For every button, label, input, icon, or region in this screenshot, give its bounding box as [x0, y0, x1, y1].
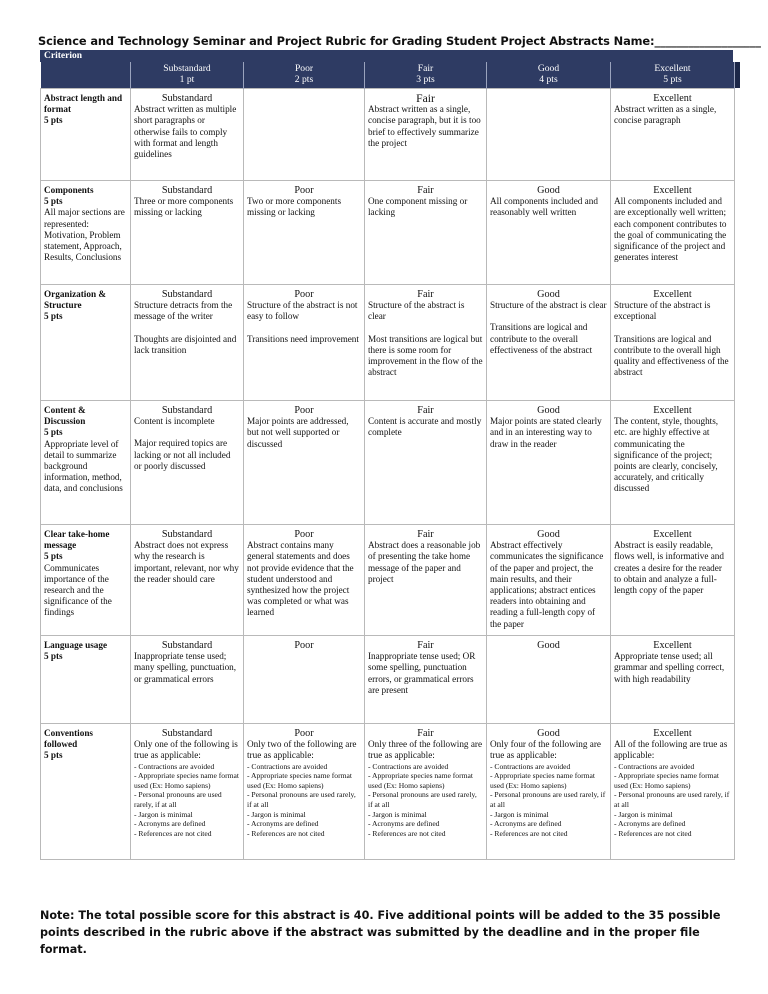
- rubric-cell: [487, 636, 611, 724]
- level-points: 5 pts: [663, 74, 682, 85]
- convention-item: - Personal pronouns are used rarely, if at all: [614, 790, 730, 809]
- convention-item: - Jargon is minimal: [247, 809, 306, 819]
- conventions-list: [614, 762, 731, 839]
- rubric-row: [41, 89, 735, 181]
- cell-text: Abstract written as multiple short paragraphs or otherwise fails to comply with format and length guidelines: [134, 104, 237, 160]
- rubric-cell: [487, 724, 611, 860]
- cell-text: Transitions need improvement: [247, 333, 359, 344]
- rubric-cell: [611, 285, 735, 401]
- convention-item: - Acronyms are defined: [368, 819, 440, 829]
- cell-text: All components included and reasonably well written: [490, 196, 598, 218]
- rubric-cell: [131, 181, 244, 285]
- rubric-cell: [131, 636, 244, 724]
- cell-text: Appropriate tense used; all grammar and spelling correct, with high readability: [614, 651, 725, 684]
- cell-text: The content, style, thoughts, etc. are highly effective at communicating the significance of the project; points are clearly, concisely, accurately, and critically discussed: [614, 416, 719, 494]
- rubric-cell: [611, 401, 735, 525]
- convention-item: - References are not cited: [490, 828, 568, 838]
- criterion-description: Appropriate level of detail to summarize background information, method, data, and conclusions: [44, 438, 123, 494]
- level-header: [244, 62, 365, 89]
- rubric-cell: [365, 401, 487, 525]
- cell-level-label: Good: [537, 405, 560, 416]
- cell-text: Transitions are logical and contribute to the overall effectiveness of the abstract: [490, 322, 593, 355]
- cell-text: Only two of the following are true as applicable:: [247, 739, 357, 761]
- convention-item: - Appropriate species name format used (Ex: Homo sapiens): [247, 771, 353, 790]
- criterion-name: Conventions followed: [44, 728, 94, 750]
- cell-level-label: Poor: [294, 529, 314, 540]
- rubric-cell: [131, 401, 244, 525]
- rubric-cell: [611, 525, 735, 636]
- rubric-row: [41, 181, 735, 285]
- conventions-list: [368, 762, 483, 839]
- rubric-cell: [244, 89, 365, 181]
- cell-level-label: Fair: [417, 289, 434, 300]
- cell-text: Only four of the following are true as applicable:: [490, 739, 601, 761]
- criterion-cell: [41, 636, 131, 724]
- criterion-cell: [41, 181, 131, 285]
- rubric-row: [41, 636, 735, 724]
- cell-level-label: Substandard: [161, 93, 213, 104]
- cell-level-label: Excellent: [653, 185, 692, 196]
- rubric-cell: [487, 401, 611, 525]
- cell-level-label: Poor: [294, 405, 314, 416]
- rubric-cell: [365, 181, 487, 285]
- criterion-description: All major sections are represented: Motivation, Problem statement, Approach, Results, Conclusions: [44, 207, 125, 263]
- rubric-cell: [611, 89, 735, 181]
- rubric-row: [41, 285, 735, 401]
- paragraph-gap: [247, 323, 361, 334]
- criterion-name: Abstract length and format: [44, 93, 123, 115]
- rubric-cell: [131, 724, 244, 860]
- level-header: [611, 62, 735, 89]
- cell-level-label: Excellent: [653, 93, 692, 104]
- level-header-row: [41, 62, 735, 89]
- cell-level-label: Good: [537, 529, 560, 540]
- cell-level-label: Substandard: [161, 289, 213, 300]
- convention-item: - References are not cited: [134, 828, 212, 838]
- convention-item: - Appropriate species name format used (Ex: Homo sapiens): [134, 771, 240, 790]
- cell-text: Thoughts are disjointed and lack transition: [134, 333, 237, 355]
- criterion-points: 5 pts: [44, 115, 63, 126]
- level-name: Good: [537, 63, 560, 74]
- criterion-column-header: [41, 62, 131, 89]
- rubric-cell: [611, 181, 735, 285]
- conventions-list: [490, 762, 607, 839]
- cell-level-label: Fair: [417, 405, 434, 416]
- rubric-cell: [365, 525, 487, 636]
- cell-text: Inappropriate tense used; OR some spelling, punctuation errors, or grammatical errors are present: [368, 651, 476, 695]
- cell-level-label: Excellent: [653, 289, 692, 300]
- cell-text: Most transitions are logical but there is some room for improvement in the flow of the abstract: [368, 333, 483, 378]
- level-header: [487, 62, 611, 89]
- criterion-points: 5 pts: [44, 651, 63, 662]
- rubric-cell: [487, 89, 611, 181]
- cell-text: Major required topics are lacking or not all included or poorly discussed: [134, 438, 231, 471]
- criterion-header: Criterion: [40, 50, 733, 62]
- rubric-cell: [611, 636, 735, 724]
- convention-item: - Acronyms are defined: [490, 819, 562, 829]
- convention-item: - Appropriate species name format used (Ex: Homo sapiens): [368, 771, 474, 790]
- rubric-cell: [365, 89, 487, 181]
- cell-text: Major points are addressed, but not well supported or discussed: [247, 416, 349, 449]
- level-header: [131, 62, 244, 89]
- level-points: 2 pts: [294, 74, 314, 85]
- level-points: 1 pt: [179, 74, 195, 85]
- conventions-list: [134, 762, 240, 839]
- convention-item: - Appropriate species name format used (Ex: Homo sapiens): [614, 771, 720, 790]
- document-title: Science and Technology Seminar and Project Rubric for Grading Student Project Abstracts Name:___________________: [38, 34, 761, 48]
- cell-text: Two or more components missing or lacking: [247, 196, 342, 218]
- cell-level-label: Poor: [294, 728, 314, 739]
- cell-text: Structure detracts from the message of the writer: [134, 300, 233, 322]
- paragraph-gap: [490, 311, 607, 322]
- cell-text: Only one of the following is true as applicable:: [134, 739, 238, 761]
- convention-item: - Jargon is minimal: [490, 809, 549, 819]
- criterion-points: 5 pts: [44, 750, 63, 761]
- rubric-body: [41, 89, 735, 860]
- criterion-name: Components: [44, 185, 94, 195]
- rubric-cell: [244, 525, 365, 636]
- cell-text: Only three of the following are true as applicable:: [368, 739, 483, 761]
- cell-level-label: Fair: [417, 529, 434, 540]
- criterion-points: 5 pts: [44, 196, 63, 207]
- criterion-name: Clear take-home message: [44, 529, 110, 551]
- level-points: 3 pts: [416, 74, 435, 85]
- criterion-cell: [41, 89, 131, 181]
- convention-item: - Jargon is minimal: [614, 809, 673, 819]
- convention-item: - Jargon is minimal: [134, 809, 193, 819]
- criterion-points: 5 pts: [44, 427, 63, 438]
- level-name: Fair: [417, 63, 434, 74]
- rubric-table: [40, 62, 735, 860]
- convention-item: - Contractions are avoided: [490, 761, 571, 771]
- paragraph-gap: [134, 427, 240, 438]
- convention-item: - References are not cited: [247, 828, 325, 838]
- cell-text: Structure of the abstract is exceptional: [614, 300, 711, 322]
- cell-level-label: Fair: [416, 92, 435, 105]
- level-name: Substandard: [163, 63, 211, 74]
- criterion-points: 5 pts: [44, 551, 63, 562]
- convention-item: - Personal pronouns are used rarely, if at all: [134, 790, 222, 809]
- paragraph-gap: [134, 323, 240, 334]
- convention-item: - Appropriate species name format used (Ex: Homo sapiens): [490, 771, 596, 790]
- rubric-cell: [365, 724, 487, 860]
- rubric-cell: [365, 285, 487, 401]
- cell-text: Major points are stated clearly and in an interesting way to draw in the reader: [490, 416, 602, 449]
- cell-level-label: Fair: [417, 728, 434, 739]
- rubric-row: [41, 724, 735, 860]
- cell-text: Abstract does not express why the research is important, relevant, nor why the reader should care: [134, 540, 239, 584]
- rubric-cell: [131, 525, 244, 636]
- rubric-cell: [131, 285, 244, 401]
- convention-item: - Acronyms are defined: [614, 819, 686, 829]
- rubric-cell: [487, 525, 611, 636]
- convention-item: - Personal pronouns are used rarely, if at all: [368, 790, 477, 809]
- cell-level-label: Excellent: [653, 728, 692, 739]
- cell-text: All of the following are true as applicable:: [614, 739, 728, 761]
- rubric-cell: [244, 724, 365, 860]
- criterion-cell: [41, 285, 131, 401]
- cell-text: Content is accurate and mostly complete: [368, 416, 482, 438]
- criterion-description: Communicates importance of the research and the significance of the findings: [44, 562, 112, 618]
- cell-text: Abstract is easily readable, flows well, is informative and creates a desire for the reader to obtain and analyze a full-length copy of the paper: [614, 540, 724, 596]
- cell-text: Transitions are logical and contribute to the overall high quality and effectiveness of the abstract: [614, 333, 729, 378]
- level-name: Excellent: [654, 63, 691, 74]
- cell-level-label: Good: [537, 728, 560, 739]
- cell-text: Content is incomplete: [134, 416, 215, 427]
- rubric-cell: [244, 636, 365, 724]
- rubric-cell: [487, 285, 611, 401]
- criterion-cell: [41, 401, 131, 525]
- criterion-cell: [41, 724, 131, 860]
- scoring-note: Note: The total possible score for this abstract is 40. Five additional points will be added to the 35 possible points described in the rubric above if the abstract was submitted by the deadline and in the proper file format.: [40, 909, 721, 956]
- cell-text: Structure of the abstract is clear: [368, 300, 465, 322]
- rubric-row: [41, 525, 735, 636]
- cell-level-label: Poor: [294, 289, 314, 300]
- convention-item: - Contractions are avoided: [134, 761, 215, 771]
- cell-text: All components included and are exceptionally well written; each component contributes to the goal of communicating the significance of the project and generates interest: [614, 196, 727, 263]
- criterion-cell: [41, 525, 131, 636]
- cell-level-label: Excellent: [653, 405, 692, 416]
- cell-level-label: Good: [537, 289, 560, 300]
- conventions-list: [247, 762, 361, 839]
- cell-level-label: Poor: [294, 185, 314, 196]
- convention-item: - Contractions are avoided: [368, 761, 449, 771]
- cell-level-label: Excellent: [653, 640, 692, 651]
- rubric-cell: [244, 285, 365, 401]
- level-header: [365, 62, 487, 89]
- rubric-cell: [244, 181, 365, 285]
- cell-level-label: Good: [537, 185, 560, 196]
- rubric-cell: [611, 724, 735, 860]
- cell-level-label: Fair: [417, 640, 434, 651]
- cell-level-label: Poor: [294, 640, 314, 651]
- cell-level-label: Substandard: [161, 529, 213, 540]
- cell-level-label: Excellent: [653, 529, 692, 540]
- rubric-cell: [131, 89, 244, 181]
- convention-item: - Jargon is minimal: [368, 809, 427, 819]
- cell-text: Abstract effectively communicates the significance of the paper and project, the main results, and their applications; abstract entices readers into obtaining and reading a full-length copy of the paper: [490, 540, 604, 629]
- convention-item: - Acronyms are defined: [134, 819, 206, 829]
- convention-item: - Personal pronouns are used rarely, if at all: [247, 790, 356, 809]
- cell-text: Inappropriate tense used; many spelling, punctuation, or grammatical errors: [134, 651, 237, 684]
- cell-text: Abstract does a reasonable job of presenting the take home message of the paper and project: [368, 540, 481, 584]
- convention-item: - Acronyms are defined: [247, 819, 319, 829]
- cell-text: Abstract written as a single, concise paragraph: [614, 104, 717, 126]
- level-points: 4 pts: [539, 74, 558, 85]
- cell-level-label: Substandard: [161, 728, 213, 739]
- criterion-name: Content & Discussion: [44, 405, 86, 427]
- cell-text: One component missing or lacking: [368, 196, 468, 218]
- cell-level-label: Substandard: [161, 640, 213, 651]
- level-name: Poor: [294, 63, 314, 74]
- cell-text: Structure of the abstract is clear: [490, 300, 607, 311]
- rubric-cell: [365, 636, 487, 724]
- cell-level-label: Substandard: [161, 185, 213, 196]
- criterion-points: 5 pts: [44, 311, 63, 322]
- cell-level-label: Substandard: [161, 405, 213, 416]
- convention-item: - References are not cited: [614, 828, 692, 838]
- rubric-row: [41, 401, 735, 525]
- cell-level-label: Fair: [417, 185, 434, 196]
- paragraph-gap: [614, 323, 731, 334]
- criterion-name: Language usage: [44, 640, 108, 650]
- cell-text: Three or more components missing or lacking: [134, 196, 234, 218]
- rubric-cell: [244, 401, 365, 525]
- cell-text: Abstract contains many general statements and does not provide evidence that the student understood and synthesized how the project was completed or what was learned: [247, 540, 354, 618]
- convention-item: - References are not cited: [368, 828, 446, 838]
- cell-text: Abstract written as a single, concise paragraph, but it is too brief to effectively summarize the project: [368, 104, 481, 148]
- rubric-cell: [487, 181, 611, 285]
- paragraph-gap: [368, 323, 483, 334]
- convention-item: - Contractions are avoided: [614, 761, 695, 771]
- cell-text: Structure of the abstract is not easy to follow: [247, 300, 358, 322]
- cell-level-label: Good: [537, 640, 560, 651]
- convention-item: - Personal pronouns are used rarely, if at all: [490, 790, 606, 809]
- convention-item: - Contractions are avoided: [247, 761, 328, 771]
- criterion-name: Organization & Structure: [44, 289, 107, 311]
